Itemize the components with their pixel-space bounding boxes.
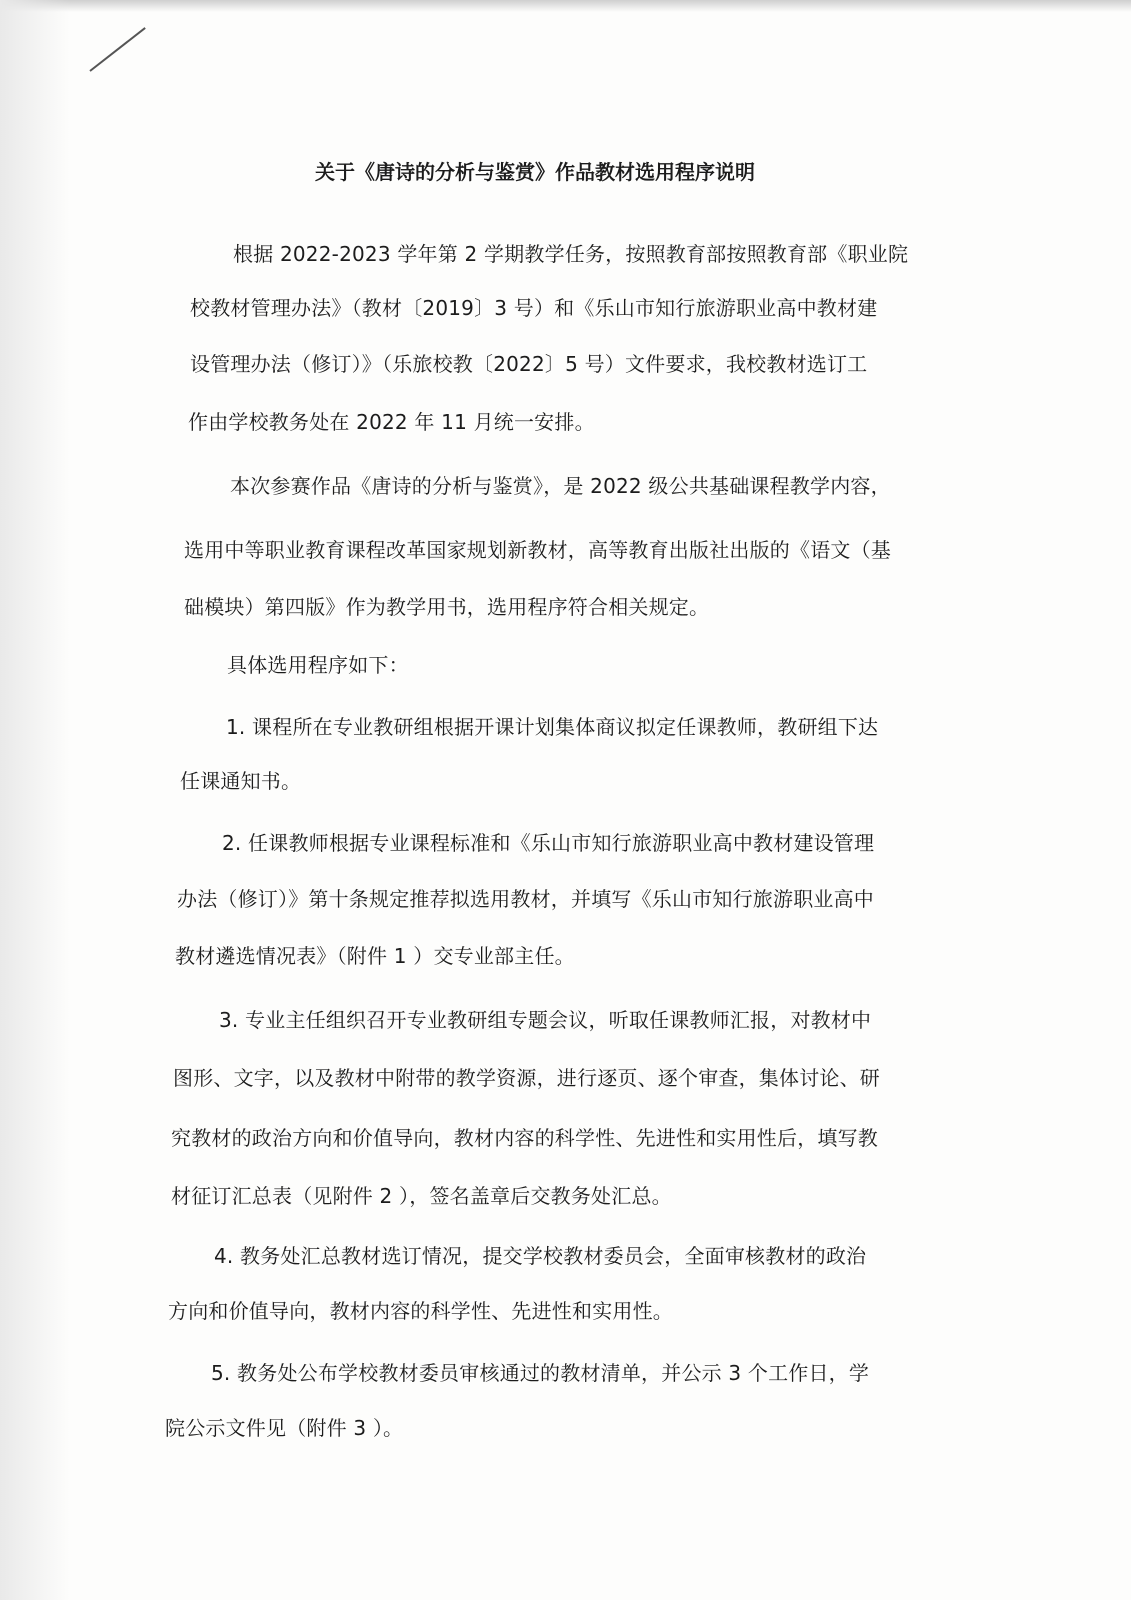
item-2-line-1: 2. 任课教师根据专业课程标准和《乐山市知行旅游职业高中教材建设管理 [222,831,875,855]
paragraph-2-line-1: 本次参赛作品《唐诗的分析与鉴赏》，是 2022 级公共基础课程教学内容， [230,474,891,498]
item-2-line-3: 教材遴选情况表》（附件 1 ）交专业部主任。 [175,944,575,968]
paragraph-1-line-4: 作由学校教务处在 2022 年 11 月统一安排。 [188,410,595,434]
paragraph-2-line-3: 础模块）第四版》作为教学用书，选用程序符合相关规定。 [184,595,710,619]
item-5-line-1: 5. 教务处公布学校教材委员审核通过的教材清单，并公示 3 个工作日，学 [211,1361,870,1385]
item-2-line-2: 办法（修订）》第十条规定推荐拟选用教材，并填写《乐山市知行旅游职业高中 [177,887,874,911]
document-title: 关于《唐诗的分析与鉴赏》作品教材选用程序说明 [315,160,755,184]
item-1-line-1: 1. 课程所在专业教研组根据开课计划集体商议拟定任课教师，教研组下达 [226,715,879,739]
pen-stroke-mark [89,27,145,72]
item-4-line-2: 方向和价值导向，教材内容的科学性、先进性和实用性。 [168,1299,673,1323]
item-3-line-3: 究教材的政治方向和价值导向，教材内容的科学性、先进性和实用性后，填写教 [171,1126,878,1150]
paragraph-1-line-2: 校教材管理办法》（教材〔2019〕3 号）和《乐山市知行旅游职业高中教材建 [190,296,878,320]
scan-edge-left [0,0,70,1600]
item-3-line-4: 材征订汇总表（见附件 2 ），签名盖章后交教务处汇总。 [171,1184,672,1208]
paragraph-1-line-1: 根据 2022-2023 学年第 2 学期教学任务，按照教育部按照教育部《职业院 [233,242,909,266]
item-3-line-1: 3. 专业主任组织召开专业教研组专题会议，听取任课教师汇报，对教材中 [219,1008,872,1032]
paragraph-1-line-3: 设管理办法（修订）》（乐旅校教〔2022〕5 号）文件要求，我校教材选订工 [190,352,868,376]
item-1-line-2: 任课通知书。 [180,769,302,793]
paragraph-2-line-2: 选用中等职业教育课程改革国家规划新教材，高等教育出版社出版的《语文（基 [184,538,891,562]
item-5-line-2: 院公示文件见（附件 3 ）。 [165,1416,404,1440]
paragraph-3-line-1: 具体选用程序如下： [227,653,409,677]
scan-edge-top [0,0,1131,12]
item-3-line-2: 图形、文字，以及教材中附带的教学资源，进行逐页、逐个审查，集体讨论、研 [173,1066,880,1090]
item-4-line-1: 4. 教务处汇总教材选订情况，提交学校教材委员会，全面审核教材的政治 [214,1244,867,1268]
